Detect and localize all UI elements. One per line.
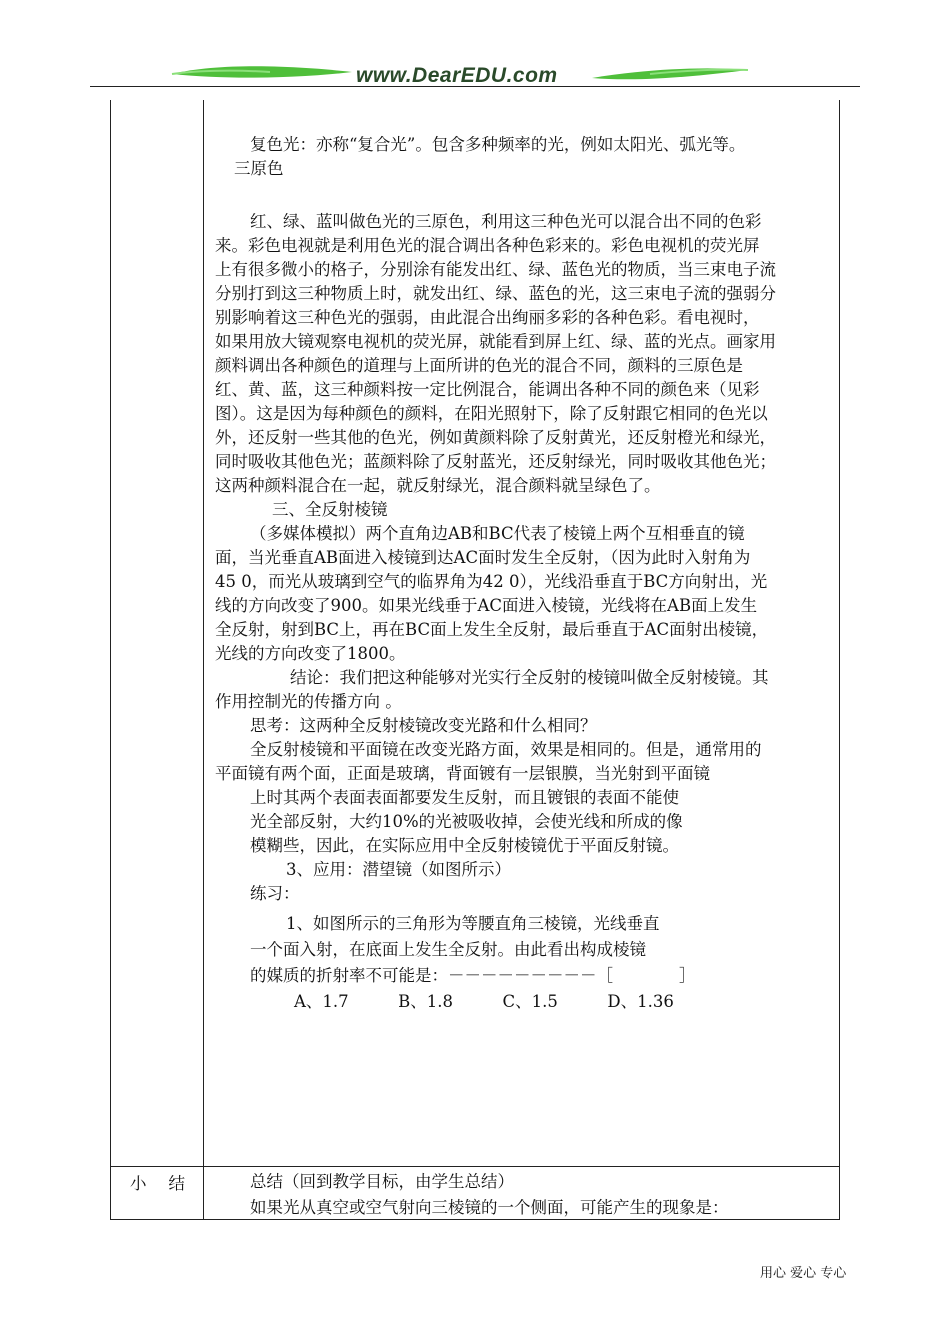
page-header: [0, 0, 950, 100]
text-line: 外，还反射一些其他的色光，例如黄颜料除了反射黄光，还反射橙光和绿光，: [215, 428, 776, 447]
text-line: 如果光从真空或空气射向三棱镜的一个侧面，可能产生的现象是：: [250, 1198, 729, 1217]
text-line: 3、应用：潜望镜（如图所示）: [286, 860, 511, 879]
summary-row-label: 小结: [130, 1174, 207, 1193]
text-line: 全反射，射到BC上，再在BC面上发生全反射，最后垂直于AC面射出棱镜，: [215, 620, 769, 639]
text-line: 思考：这两种全反射棱镜改变光路和什么相同？: [250, 716, 597, 735]
text-line: 如果用放大镜观察电视机的荧光屏，就能看到屏上红、绿、蓝的光点。画家用: [215, 332, 776, 351]
text-line: 45 0，而光从玻璃到空气的临界角为42 0），光线沿垂直于BC方向射出，光: [215, 572, 768, 591]
text-line: 练习：: [250, 884, 300, 903]
text-line: 面，当光垂直AB面进入棱镜到达AC面时发生全反射，（因为此时入射角为: [215, 548, 751, 567]
column-divider: [203, 100, 204, 1220]
text-line: 上有很多微小的格子，分别涂有能发出红、绿、蓝色光的物质，当三束电子流: [215, 260, 776, 279]
text-line: 别影响着这三种色光的强弱，由此混合出绚丽多彩的各种色彩。看电视时，: [215, 308, 760, 327]
text-line: 作用控制光的传播方向 。: [215, 692, 402, 711]
row-divider: [110, 1166, 840, 1167]
text-line: 分别打到这三种物质上时，就发出红、绿、蓝色的光，这三束电子流的强弱分: [215, 284, 776, 303]
text-line: 红、黄、蓝，这三种颜料按一定比例混合，能调出各种不同的颜色来（见彩: [215, 380, 760, 399]
text-line: 光全部反射，大约10%的光被吸收掉，会使光线和所成的像: [250, 812, 683, 831]
text-line: （多媒体模拟）两个直角边AB和BC代表了棱镜上两个互相垂直的镜: [250, 524, 745, 543]
text-line: A、1.7 B、1.8 C、1.5 D、1.36: [294, 992, 674, 1011]
text-line: 这两种颜料混合在一起，就反射绿光，混合颜料就呈绿色了。: [215, 476, 661, 495]
text-line: 颜料调出各种颜色的道理与上面所讲的色光的混合不同，颜料的三原色是: [215, 356, 743, 375]
header-rule: [90, 86, 860, 87]
text-line: 同时吸收其他色光；蓝颜料除了反射蓝光，还反射绿光，同时吸收其他色光；: [215, 452, 776, 471]
text-line: 一个面入射，在底面上发生全反射。由此看出构成棱镜: [250, 940, 646, 959]
text-line: 全反射棱镜和平面镜在改变光路方面，效果是相同的。但是，通常用的: [250, 740, 762, 759]
text-line: 模糊些，因此，在实际应用中全反射棱镜优于平面反射镜。: [250, 836, 679, 855]
text-line: 来。彩色电视就是利用色光的混合调出各种色彩来的。彩色电视机的荧光屏: [215, 236, 760, 255]
text-line: 光线的方向改变了1800。: [215, 644, 406, 663]
text-line: 总结（回到教学目标，由学生总结）: [250, 1172, 514, 1191]
text-line: 三、全反射棱镜: [272, 500, 388, 519]
text-line: 结论：我们把这种能够对光实行全反射的棱镜叫做全反射棱镜。其: [290, 668, 769, 687]
text-line: 1、如图所示的三角形为等腰直角三棱镜，光线垂直: [286, 914, 660, 933]
text-line: 上时其两个表面表面都要发生反射，而且镀银的表面不能使: [250, 788, 679, 807]
page-footer: 用心 爱心 专心: [760, 1266, 847, 1281]
text-line: 线的方向改变了900。如果光线垂于AC面进入棱镜，光线将在AB面上发生: [215, 596, 758, 615]
text-line: 红、绿、蓝叫做色光的三原色，利用这三种色光可以混合出不同的色彩: [250, 212, 762, 231]
text-line: 平面镜有两个面，正面是玻璃，背面镀有一层银膜，当光射到平面镜: [215, 764, 710, 783]
text-line: 复色光：亦称“复合光”。包含多种频率的光，例如太阳光、弧光等。: [250, 135, 746, 154]
text-line: 图）。这是因为每种颜色的颜料，在阳光照射下，除了反射跟它相同的色光以: [215, 404, 768, 423]
site-logo-text: www.DearEDU.com: [356, 64, 558, 87]
text-line: 三原色: [234, 159, 284, 178]
text-line: 的媒质的折射率不可能是：－－－－－－－－－［ ］: [250, 966, 696, 985]
